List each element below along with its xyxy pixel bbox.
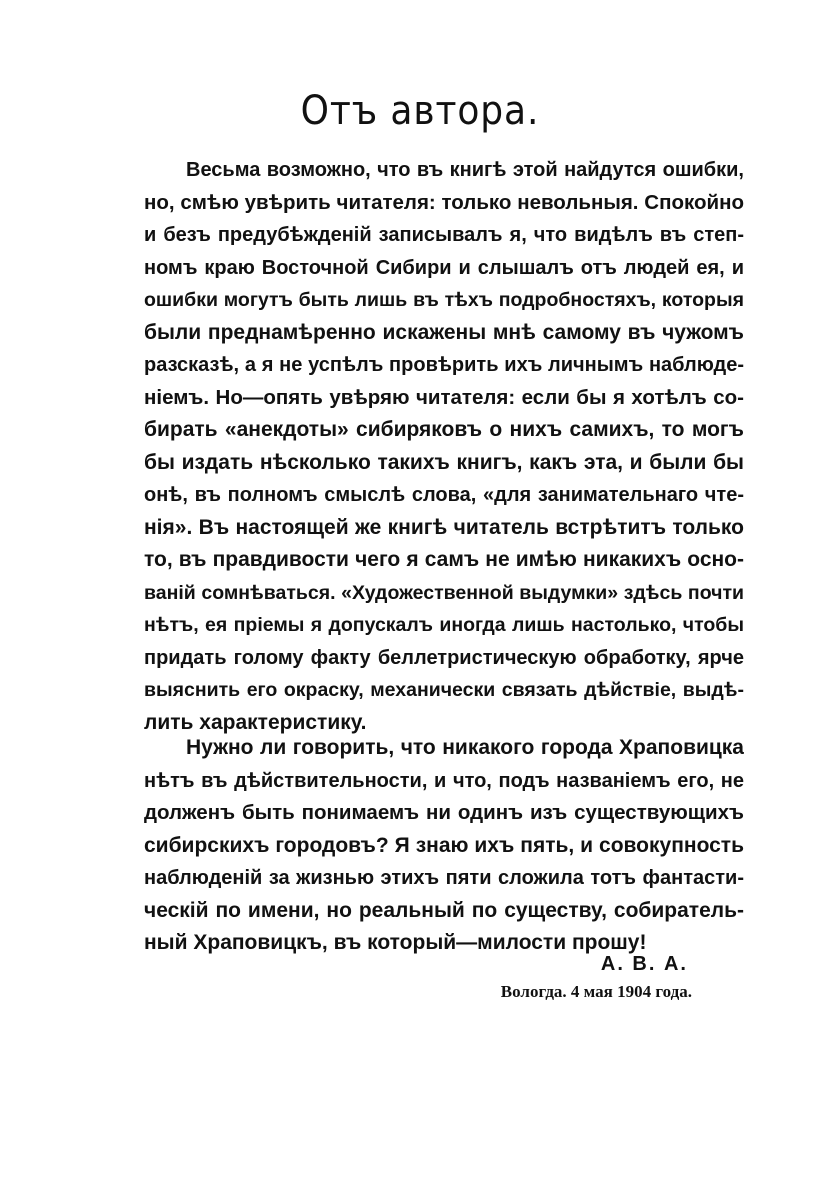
text-line: Нужно ли говорить, что никакого города Храповицка xyxy=(186,736,744,759)
author-signature: А. В. А. xyxy=(600,953,688,975)
paragraph-2 xyxy=(144,732,744,960)
text-line: Весьма возможно, что въ книгѣ этой найдутся ошибки, xyxy=(186,159,744,181)
text-line: бирать «анекдоты» сибиряковъ о нихъ самихъ, то могъ xyxy=(144,418,744,441)
text-line: сибирскихъ городовъ? Я знаю ихъ пять, и совокупность xyxy=(144,833,744,857)
text-line: и безъ предубѣжденій записывалъ я, что видѣлъ въ степ- xyxy=(144,224,744,246)
text-line: нѣтъ, ея пріемы я допускалъ иногда лишь настолько, чтобы xyxy=(144,614,744,636)
text-line: ческій по имени, но реальный по существу, собиратель- xyxy=(144,898,744,922)
text-line: придать голому факту беллетристическую обработку, ярче xyxy=(144,646,744,669)
text-line: то, въ правдивости чего я самъ не имѣю никакихъ осно- xyxy=(144,548,744,571)
text-line: лить характеристику. xyxy=(144,710,367,734)
text-line: ный Храповицкъ, въ который—милости прошу! xyxy=(144,931,647,954)
text-line: но, смѣю увѣрить читателя: только невольныя. Спокойно xyxy=(144,190,744,214)
paragraph-1 xyxy=(144,154,744,739)
text-line: ніемъ. Но—опять увѣряю читателя: если бы я хотѣлъ со- xyxy=(144,385,744,409)
text-line: выяснить его окраску, механически связать дѣйствіе, выдѣ- xyxy=(144,679,744,701)
text-line: номъ краю Восточной Сибири и слышалъ отъ людей ея, и xyxy=(144,256,744,279)
text-line: нѣтъ въ дѣйствительности, и что, подъ названіемъ его, не xyxy=(144,769,744,792)
text-line: ваній сомнѣваться. «Художественной выдумки» здѣсь почти xyxy=(144,581,744,604)
text-line: были преднамѣренно искажены мнѣ самому въ чужомъ xyxy=(144,320,744,344)
text-line: бы издать нѣсколько такихъ книгъ, какъ эта, и были бы xyxy=(144,450,744,474)
place-and-date: Вологда. 4 мая 1904 года. xyxy=(500,982,692,1001)
text-line: нія». Въ настоящей же книгѣ читатель встрѣтитъ только xyxy=(144,515,744,539)
text-line: ошибки могутъ быть лишь въ тѣхъ подробностяхъ, которыя xyxy=(144,289,744,311)
page-title: Отъ автора. xyxy=(300,88,540,134)
text-line: долженъ быть понимаемъ ни одинъ изъ существующихъ xyxy=(144,801,744,824)
text-line: наблюденій за жизнью этихъ пяти сложила тотъ фантасти- xyxy=(144,867,744,889)
text-line: разсказѣ, а я не успѣлъ провѣрить ихъ личнымъ наблюде- xyxy=(144,354,744,376)
text-line: онѣ, въ полномъ смыслѣ слова, «для занимательнаго чте- xyxy=(144,484,744,506)
